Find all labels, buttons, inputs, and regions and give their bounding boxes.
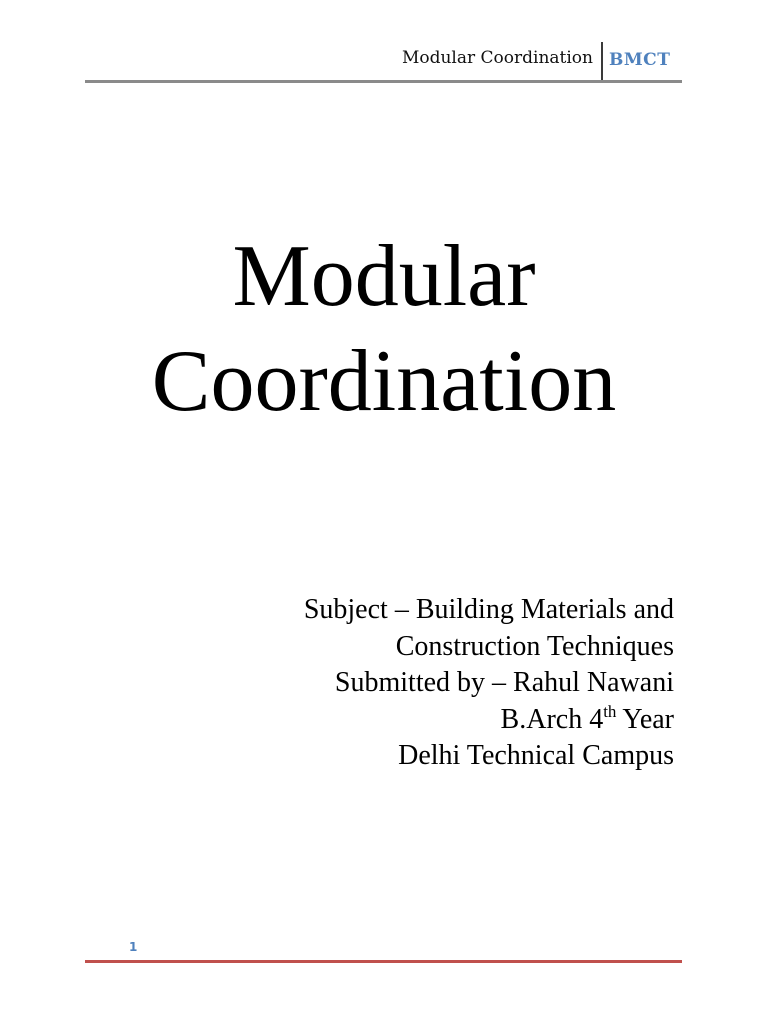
title-line-1: Modular [232,228,536,325]
submitted-by: Submitted by – Rahul Nawani [334,667,674,698]
document-title [0,224,768,434]
header-rule [85,80,682,83]
subject-line-2: Construction Techniques [395,630,674,662]
year-superscript: th [603,701,617,721]
submission-info [304,592,674,775]
header-title: Modular Coordination [401,48,593,68]
subject-line-1: Subject – Building Materials and [303,594,674,625]
year-suffix: Year [616,703,674,735]
header-tag: BMCT [609,50,671,70]
year-line [304,702,674,739]
page-number: 1 [129,940,138,954]
header-separator [601,42,603,82]
institution: Delhi Technical Campus [398,740,674,771]
footer-rule [85,960,682,963]
title-line-2: Coordination [151,333,617,430]
year-prefix: B.Arch 4 [500,703,604,735]
